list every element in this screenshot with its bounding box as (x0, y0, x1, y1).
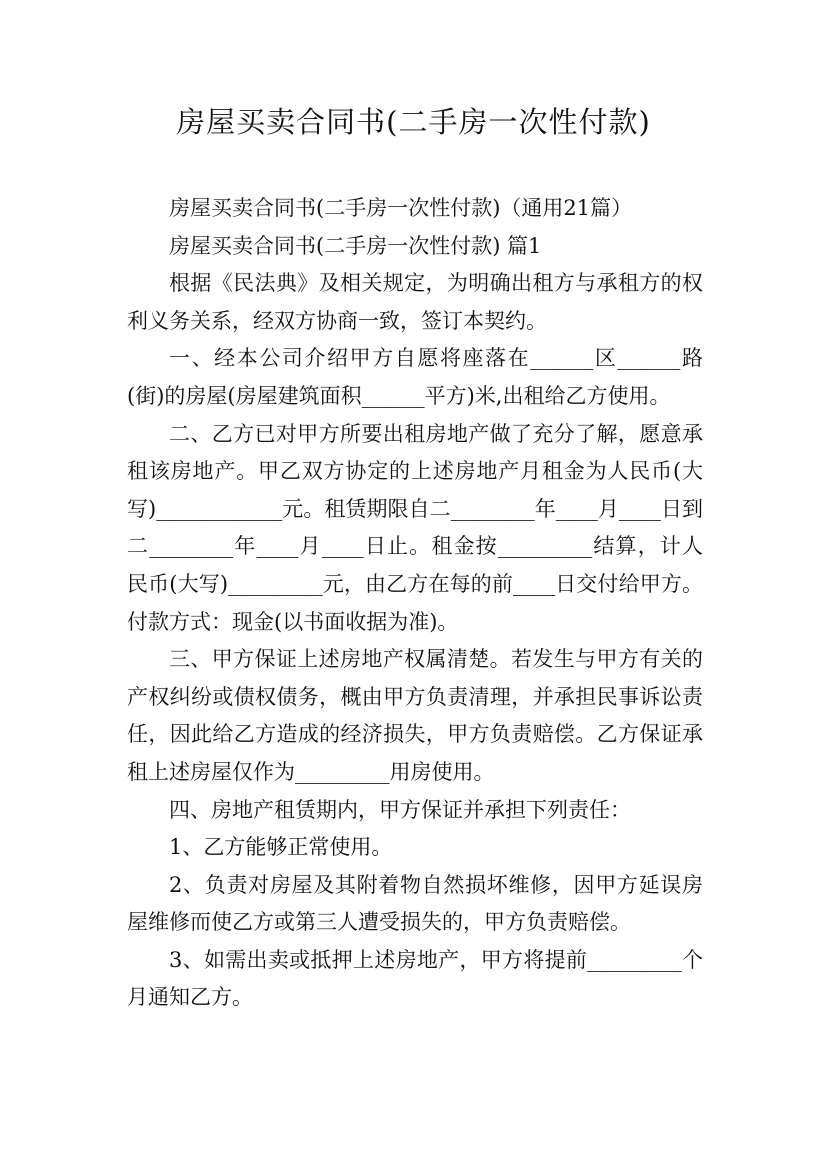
paragraph-clause-2: 二、乙方已对甲方所要出租房地产做了充分了解，愿意承租该房地产。甲乙双方协定的上述房地产月租金为人民币(大写)____________元。租赁期限自二________年____月____日到二________年____月____日止。租金按_________结算，计人民币(大写)_________元，由乙方在每的前____日交付给甲方。付款方式：现金(以书面收据为准)。 (127, 421, 703, 634)
paragraph-clause-3: 三、甲方保证上述房地产权属清楚。若发生与甲方有关的产权纠纷或债权债务，概由甲方负责清理，并承担民事诉讼责任，因此给乙方造成的经济损失，甲方负责赔偿。乙方保证承租上述房屋仅作为_________用房使用。 (127, 647, 703, 784)
document-subtitle: 房屋买卖合同书(二手房一次性付款)（通用21篇） (169, 196, 633, 220)
list-item-3: 3、如需出卖或抵押上述房地产，甲方将提前_________个月通知乙方。 (127, 947, 703, 1010)
document-title: 房屋买卖合同书(二手房一次性付款) (176, 105, 651, 139)
list-item-2: 2、负责对房屋及其附着物自然损坏维修，因甲方延误房屋维修而使乙方或第三人遭受损失的，甲方负责赔偿。 (127, 872, 703, 935)
paragraph-intro: 根据《民法典》及相关规定，为明确出租方与承租方的权利义务关系，经双方协商一致，签订本契约。 (127, 271, 703, 333)
paragraph-clause-4: 四、房地产租赁期内，甲方保证并承担下列责任： (169, 797, 631, 822)
paragraph-clause-1: 一、经本公司介绍甲方自愿将座落在______区______路(街)的房屋(房屋建筑面积______平方)米,出租给乙方使用。 (127, 346, 703, 408)
document-body (127, 190, 703, 1017)
section-heading: 房屋买卖合同书(二手房一次性付款) 篇1 (169, 233, 542, 258)
list-item-1: 1、乙方能够正常使用。 (169, 835, 393, 860)
